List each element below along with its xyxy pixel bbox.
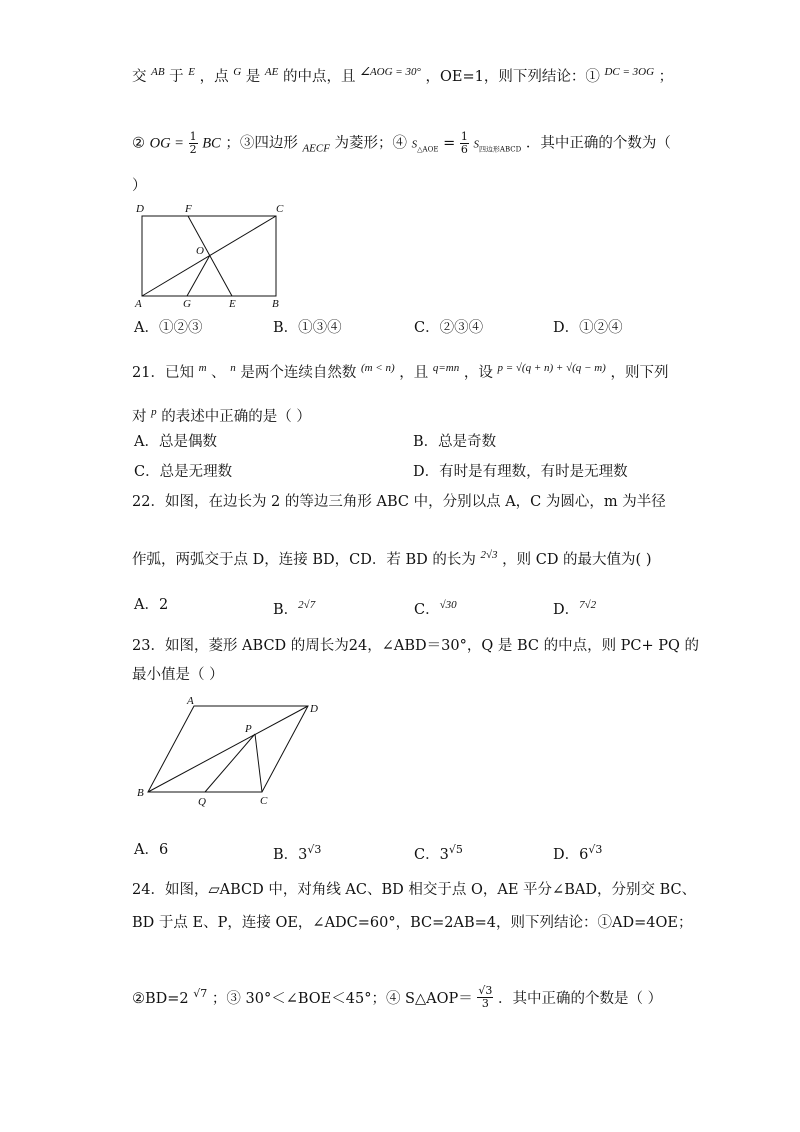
text: ．其中正确的个数为（ [525, 135, 671, 152]
q21-option-a[interactable]: A．总是偶数 [134, 434, 217, 450]
q21-option-d[interactable]: D．有时是有理数，有时是无理数 [413, 464, 628, 480]
q21-line1 [132, 358, 668, 383]
fraction-half [189, 131, 198, 156]
segment-og [187, 255, 210, 296]
label-b: B [137, 787, 144, 799]
q23-option-a[interactable] [134, 840, 168, 860]
label-o: O [196, 245, 204, 257]
math-ae: AE [264, 66, 279, 78]
q20-option-a[interactable]: A．①②③ [134, 320, 203, 336]
math-g: G [233, 66, 242, 78]
q22-option-a[interactable] [134, 595, 168, 615]
q21-option-b[interactable]: B．总是奇数 [413, 434, 497, 450]
math-sub: 四边形ABCD [478, 145, 522, 154]
label-a: A [187, 695, 194, 707]
opt-label: C．3 [414, 846, 449, 863]
label-f: F [185, 203, 192, 215]
text: 的表述中正确的是（ ） [161, 408, 311, 425]
math-sub: △AOE [417, 145, 439, 154]
text: 是 [245, 68, 261, 85]
q22-option-d[interactable] [553, 595, 596, 620]
text: = [443, 135, 456, 152]
text: 交 [132, 68, 147, 85]
math-og: OG = [149, 135, 184, 152]
q23-option-d[interactable] [553, 840, 602, 865]
q23-line1: 23．如图，菱形 ABCD 的周长为24，∠ABD＝30°，Q 是 BC 的中点，则 PC+ PQ 的 [132, 638, 700, 654]
label-c: C [260, 795, 268, 807]
q20-figure [132, 198, 292, 310]
q22-option-b[interactable] [273, 595, 315, 620]
opt-value: 2√7 [298, 599, 316, 611]
label-d: D [136, 203, 144, 215]
text: ，则下列 [610, 364, 669, 381]
math-aecf: AECF [302, 142, 330, 155]
q24-line1: 24．如图，▱ABCD 中，对角线 AC、BD 相交于点 O，AE 平分∠BAD，分别交 BC、 [132, 882, 697, 898]
q20-line3: ） [132, 178, 147, 194]
fraction-sixth [460, 131, 469, 156]
math-p-expr: p = √(q + n) + √(q − m) [497, 362, 606, 374]
q20-option-c[interactable]: C．②③④ [414, 320, 484, 336]
opt-value: √5 [448, 843, 463, 856]
text: ② [132, 135, 145, 152]
math-n: n [230, 362, 236, 374]
text: ，点 [199, 68, 229, 85]
label-e: E [229, 298, 236, 310]
text: ，且 [399, 364, 429, 381]
q20-line1 [132, 62, 673, 87]
text: 、 [211, 364, 226, 381]
math-angle: ∠AOG = 30° [360, 66, 421, 78]
math-m: m [198, 362, 207, 374]
fraction-sqrt3-3 [477, 985, 493, 1010]
math-ab: AB [151, 66, 165, 78]
q24-line3 [132, 984, 662, 1010]
math-p: p [151, 406, 157, 418]
math-s: S [411, 138, 418, 151]
text: ，OE=1，则下列结论：① [425, 68, 600, 85]
q22-line1: 22．如图，在边长为 2 的等边三角形 ABC 中，分别以点 A，C 为圆心，m 为半径 [132, 494, 666, 510]
text: 是两个连续自然数 [240, 364, 357, 381]
q20-option-b[interactable]: B．①③④ [273, 320, 342, 336]
math-bc: BC [202, 135, 221, 152]
q21-option-c[interactable]: C．总是无理数 [134, 464, 233, 480]
math-q: q=mn [432, 362, 460, 374]
label-d: D [310, 703, 318, 715]
label-p: P [245, 723, 252, 735]
q24-line2: BD 于点 E、P，连接 OE，∠ADC=60°，BC=2AB=4，则下列结论：①AD=4OE； [132, 915, 693, 931]
text: 作弧，两弧交于点 D，连接 BD，CD．若 BD 的长为 [132, 551, 476, 568]
text: 的中点，且 [282, 68, 356, 85]
text: ②BD=2 [132, 990, 189, 1007]
text: ．其中正确的个数是（ ） [498, 990, 663, 1007]
label-g: G [183, 298, 191, 310]
segment-pc [255, 734, 262, 792]
math-s: S [473, 138, 479, 151]
frac-den: 6 [460, 143, 468, 156]
opt-label: A．6 [134, 842, 169, 858]
math-cond: (m < n) [360, 362, 395, 374]
text: ，则 CD 的最大值为( ) [502, 551, 652, 568]
frac-den: 3 [481, 996, 489, 1010]
text: ；③四边形 [225, 135, 298, 152]
label-q: Q [198, 796, 206, 808]
label-c: C [276, 203, 284, 215]
text: ；③ 30°＜∠BOE＜45°；④ S△AOP＝ [211, 990, 473, 1007]
text: 为菱形；④ [334, 135, 408, 152]
label-a: A [135, 298, 142, 310]
opt-value: √3 [588, 843, 603, 856]
frac-num: √3 [478, 983, 493, 997]
label-b: B [272, 298, 279, 310]
opt-label: D． [553, 601, 580, 618]
text: 于 [169, 68, 184, 85]
opt-label: A．2 [134, 597, 169, 613]
q23-figure [132, 692, 332, 812]
frac-den: 2 [189, 143, 197, 156]
text: ，设 [463, 364, 493, 381]
q20-line2 [132, 131, 671, 159]
opt-value: 7√2 [579, 599, 597, 611]
opt-value: √3 [307, 843, 322, 856]
q20-option-d[interactable]: D．①②④ [553, 320, 623, 336]
math-dc: DC = 3OG [604, 66, 655, 78]
diagonal-bd [148, 706, 308, 792]
opt-label: B．3 [273, 846, 308, 863]
text: 21．已知 [132, 364, 194, 381]
q23-option-b[interactable] [273, 840, 321, 865]
text: ； [658, 68, 674, 85]
opt-value: √30 [439, 599, 457, 611]
q23-option-c[interactable] [414, 840, 463, 865]
q23-line2: 最小值是（ ） [132, 667, 224, 683]
frac-num: 1 [189, 130, 197, 143]
q22-line2 [132, 545, 651, 570]
opt-label: C． [414, 601, 440, 618]
text: 对 [132, 408, 147, 425]
q21-line2 [132, 402, 311, 427]
q22-option-c[interactable] [414, 595, 457, 620]
segment-pq [205, 734, 255, 792]
math-e: E [188, 66, 196, 78]
opt-label: B． [273, 601, 299, 618]
frac-num: 1 [460, 130, 468, 143]
math-bd: 2√3 [480, 549, 498, 561]
math-sqrt7: √7 [193, 987, 208, 1000]
opt-label: D．6 [553, 846, 589, 863]
